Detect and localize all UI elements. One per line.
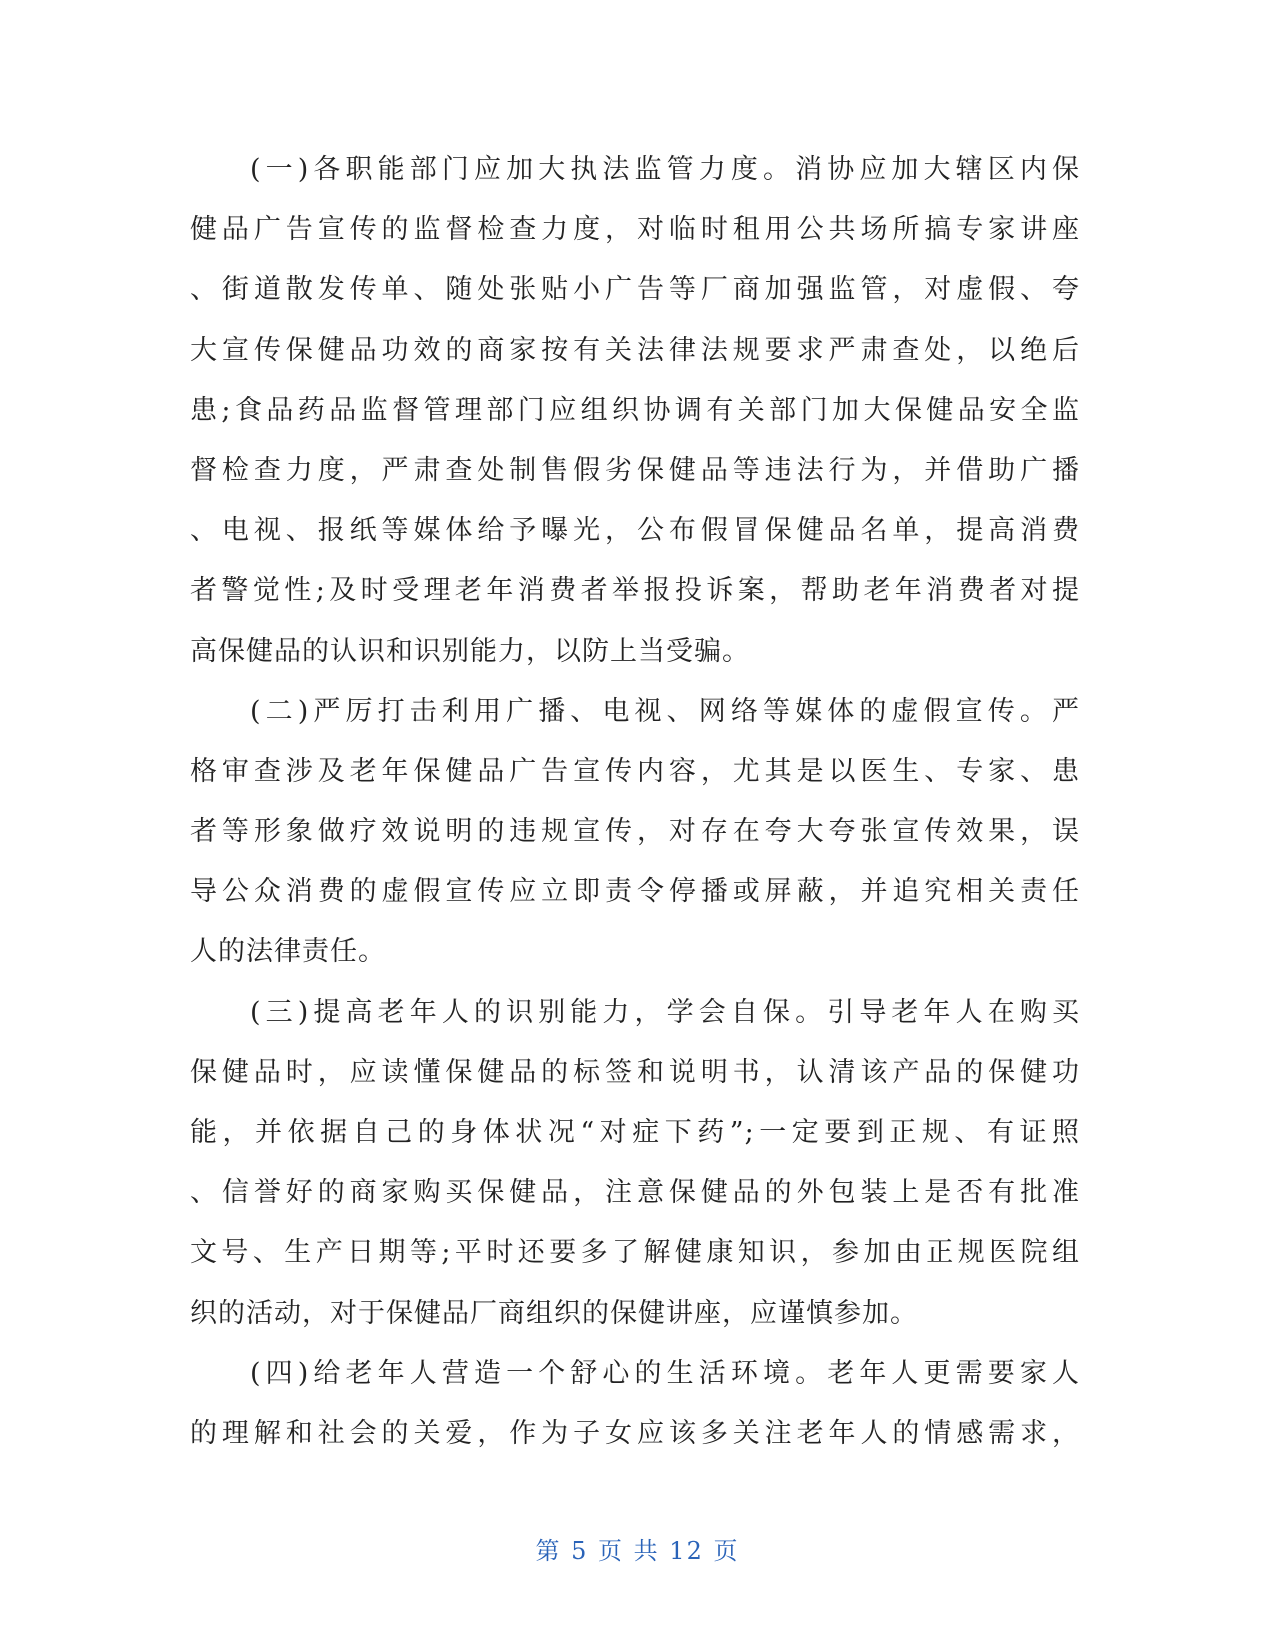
paragraph-1-line: 、电视、报纸等媒体给予曝光，公布假冒保健品名单，提高消费 bbox=[190, 515, 1080, 547]
paragraph-1-line: 督检查力度，严肃查处制售假劣保健品等违法行为，并借助广播 bbox=[190, 454, 1080, 486]
paragraph-1-line: 、街道散发传单、随处张贴小广告等厂商加强监管，对虚假、夸 bbox=[190, 274, 1080, 306]
paragraph-1-line: 患;食品药品监督管理部门应组织协调有关部门加大保健品安全监 bbox=[190, 394, 1080, 426]
paragraph-4-line: 的理解和社会的关爱，作为子女应该多关注老年人的情感需求， bbox=[190, 1417, 1080, 1449]
paragraph-2-line: 人的法律责任。 bbox=[190, 936, 386, 968]
paragraph-1-line: 大宣传保健品功效的商家按有关法律法规要求严肃查处，以绝后 bbox=[190, 334, 1080, 366]
paragraph-3-line: 文号、生产日期等;平时还要多了解健康知识，参加由正规医院组 bbox=[190, 1237, 1080, 1269]
body-text bbox=[190, 140, 1080, 1464]
paragraph-3-line: 保健品时，应读懂保健品的标签和说明书，认清该产品的保健功 bbox=[190, 1056, 1080, 1088]
paragraph-1-line: 高保健品的认识和识别能力，以防上当受骗。 bbox=[190, 635, 750, 667]
page-number-footer: 第 5 页 共 12 页 bbox=[535, 1537, 740, 1565]
paragraph-1-line: 者警觉性;及时受理老年消费者举报投诉案，帮助老年消费者对提 bbox=[190, 575, 1080, 607]
paragraph-1-line: 健品广告宣传的监督检查力度，对临时租用公共场所搞专家讲座 bbox=[190, 214, 1080, 246]
paragraph-3-line: 织的活动，对于保健品厂商组织的保健讲座，应谨慎参加。 bbox=[190, 1297, 918, 1329]
paragraph-3-line: (三)提高老年人的识别能力，学会自保。引导老年人在购买 bbox=[250, 996, 1080, 1028]
paragraph-2-line: 格审查涉及老年保健品广告宣传内容，尤其是以医生、专家、患 bbox=[190, 755, 1080, 787]
paragraph-2-line: 者等形象做疗效说明的违规宣传，对存在夸大夸张宣传效果，误 bbox=[190, 816, 1080, 848]
paragraph-2-line: (二)严厉打击利用广播、电视、网络等媒体的虚假宣传。严 bbox=[250, 695, 1080, 727]
paragraph-4-line: (四)给老年人营造一个舒心的生活环境。老年人更需要家人 bbox=[250, 1357, 1080, 1389]
paragraph-3-line: 能，并依据自己的身体状况“对症下药”;一定要到正规、有证照 bbox=[190, 1117, 1080, 1148]
paragraph-1-line: (一)各职能部门应加大执法监管力度。消协应加大辖区内保 bbox=[250, 154, 1080, 185]
paragraph-3-line: 、信誉好的商家购买保健品，注意保健品的外包装上是否有批准 bbox=[190, 1177, 1080, 1209]
paragraph-2-line: 导公众消费的虚假宣传应立即责令停播或屏蔽，并追究相关责任 bbox=[190, 876, 1080, 908]
